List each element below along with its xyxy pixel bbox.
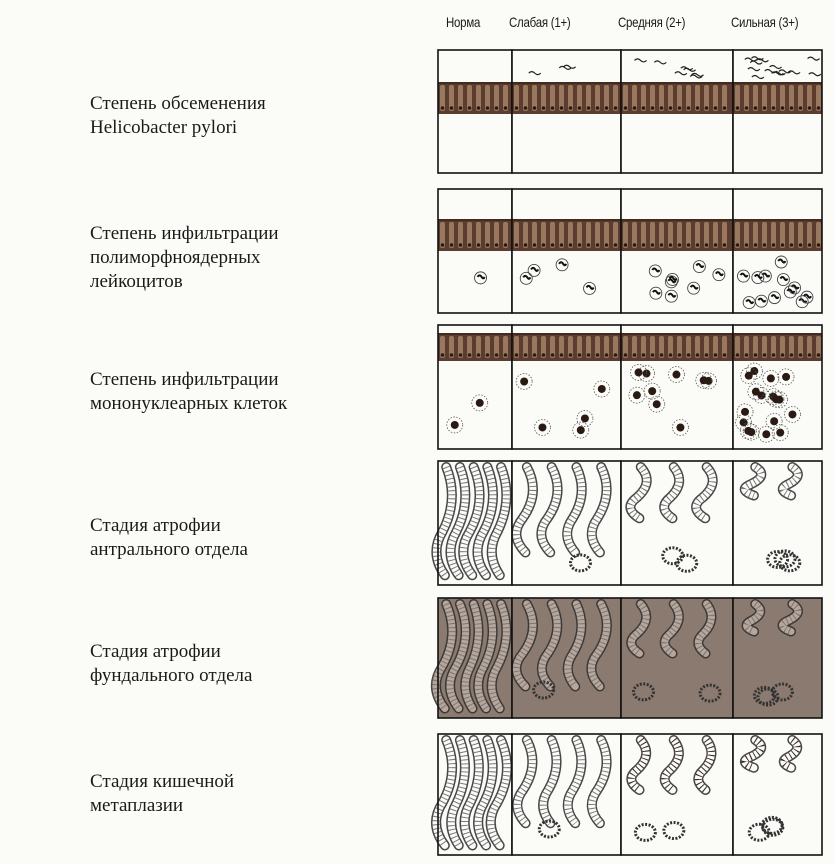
cell-nucleus: [705, 106, 709, 110]
row-label-line: антрального отдела: [90, 539, 248, 560]
cell-nucleus: [569, 353, 573, 357]
cell-nucleus: [624, 243, 628, 247]
cell-nucleus: [450, 106, 454, 110]
histology-row-im: [436, 734, 822, 855]
cell-nucleus: [486, 106, 490, 110]
panel-background: [733, 734, 822, 855]
cell-nucleus: [520, 378, 528, 386]
cell-nucleus: [678, 353, 682, 357]
panel-im-level-3: [733, 734, 822, 855]
cell-nucleus: [763, 106, 767, 110]
cell-nucleus: [660, 353, 664, 357]
panel-pmn-level-0: [438, 189, 512, 313]
cell-nucleus: [459, 243, 463, 247]
cell-nucleus: [441, 106, 445, 110]
cell-nucleus: [495, 353, 499, 357]
row-label-line: Степень инфильтрации: [90, 369, 279, 390]
cell-nucleus: [752, 388, 760, 396]
row-label-line: лейкоцитов: [90, 271, 183, 292]
cell-nucleus: [651, 106, 655, 110]
cell-nucleus: [533, 353, 537, 357]
cell-nucleus: [705, 353, 709, 357]
cell-nucleus: [486, 243, 490, 247]
panel-fundal-level-1: [512, 598, 621, 718]
cell-nucleus: [808, 243, 812, 247]
panel-mono-level-3: [733, 325, 822, 449]
row-label-line: Стадия атрофии: [90, 641, 221, 662]
cell-nucleus: [515, 106, 519, 110]
cell-nucleus: [687, 353, 691, 357]
cell-nucleus: [696, 243, 700, 247]
cell-nucleus: [624, 353, 628, 357]
cell-nucleus: [817, 243, 821, 247]
cell-nucleus: [642, 243, 646, 247]
cell-nucleus: [660, 106, 664, 110]
cell-nucleus: [538, 423, 546, 431]
cell-nucleus: [468, 353, 472, 357]
cell-nucleus: [687, 243, 691, 247]
histology-row-fundal: [436, 598, 822, 718]
cell-nucleus: [745, 372, 753, 380]
cell-nucleus: [772, 243, 776, 247]
cell-nucleus: [741, 408, 749, 416]
cell-nucleus: [678, 243, 682, 247]
row-label-line: полиморфноядерных: [90, 247, 261, 268]
cell-nucleus: [560, 243, 564, 247]
cell-nucleus: [696, 106, 700, 110]
cell-nucleus: [714, 353, 718, 357]
cell-nucleus: [669, 106, 673, 110]
panel-antral-level-1: [512, 461, 621, 585]
cell-nucleus: [451, 421, 459, 429]
cell-nucleus: [799, 353, 803, 357]
column-header-marked: Сильная (3+): [731, 14, 799, 30]
cell-nucleus: [669, 353, 673, 357]
cell-nucleus: [676, 423, 684, 431]
cell-nucleus: [551, 106, 555, 110]
cell-nucleus: [736, 353, 740, 357]
cell-nucleus: [515, 353, 519, 357]
cell-nucleus: [577, 426, 585, 434]
row-label-line: Степень инфильтрации: [90, 223, 279, 244]
cell-nucleus: [790, 353, 794, 357]
cell-nucleus: [495, 243, 499, 247]
panel-im-level-1: [512, 734, 621, 855]
cell-nucleus: [772, 353, 776, 357]
cell-nucleus: [459, 353, 463, 357]
cell-nucleus: [598, 385, 606, 393]
histology-row-mono: [438, 325, 822, 449]
histology-row-antral: [436, 461, 822, 585]
panel-fundal-level-0: [436, 598, 512, 718]
cell-nucleus: [486, 353, 490, 357]
cell-nucleus: [723, 353, 727, 357]
panel-hp-level-0: [438, 50, 512, 173]
cell-nucleus: [587, 243, 591, 247]
cell-nucleus: [767, 374, 775, 382]
cell-nucleus: [781, 243, 785, 247]
cell-nucleus: [745, 106, 749, 110]
panel-fundal-level-2: [621, 598, 733, 718]
cell-nucleus: [745, 243, 749, 247]
cell-nucleus: [790, 243, 794, 247]
panel-mono-level-0: [438, 325, 512, 449]
cell-nucleus: [524, 243, 528, 247]
panel-pmn-level-3: [733, 189, 822, 313]
cell-nucleus: [736, 106, 740, 110]
cell-nucleus: [542, 243, 546, 247]
cell-nucleus: [808, 106, 812, 110]
cell-nucleus: [504, 353, 508, 357]
cell-nucleus: [788, 410, 796, 418]
cell-nucleus: [817, 106, 821, 110]
cell-nucleus: [605, 243, 609, 247]
cell-nucleus: [772, 106, 776, 110]
cell-nucleus: [672, 371, 680, 379]
cell-nucleus: [477, 243, 481, 247]
cell-nucleus: [578, 353, 582, 357]
cell-nucleus: [633, 106, 637, 110]
cell-nucleus: [817, 353, 821, 357]
cell-nucleus: [653, 400, 661, 408]
cell-nucleus: [450, 353, 454, 357]
cell-nucleus: [747, 428, 755, 436]
cell-nucleus: [678, 106, 682, 110]
cell-nucleus: [504, 106, 508, 110]
cell-nucleus: [614, 353, 618, 357]
panel-hp-level-3: [733, 50, 822, 173]
cell-nucleus: [651, 243, 655, 247]
cell-nucleus: [740, 418, 748, 426]
cell-nucleus: [596, 106, 600, 110]
cell-nucleus: [605, 106, 609, 110]
cell-nucleus: [495, 106, 499, 110]
cell-nucleus: [533, 243, 537, 247]
cell-nucleus: [614, 243, 618, 247]
cell-nucleus: [754, 353, 758, 357]
cell-nucleus: [782, 373, 790, 381]
cell-nucleus: [468, 106, 472, 110]
row-label-line: Стадия кишечной: [90, 771, 235, 792]
row-label-line: Helicobacter pylori: [90, 117, 238, 138]
cell-nucleus: [569, 106, 573, 110]
cell-nucleus: [736, 243, 740, 247]
cell-nucleus: [596, 243, 600, 247]
cell-nucleus: [776, 429, 784, 437]
cell-nucleus: [596, 353, 600, 357]
cell-nucleus: [775, 396, 783, 404]
cell-nucleus: [614, 106, 618, 110]
cell-nucleus: [781, 353, 785, 357]
cell-nucleus: [633, 243, 637, 247]
cell-nucleus: [714, 243, 718, 247]
cell-nucleus: [587, 353, 591, 357]
cell-nucleus: [648, 387, 656, 395]
cell-nucleus: [642, 106, 646, 110]
cell-nucleus: [578, 243, 582, 247]
cell-nucleus: [542, 106, 546, 110]
cell-nucleus: [587, 106, 591, 110]
panel-hp-level-2: [621, 50, 733, 173]
cell-nucleus: [651, 353, 655, 357]
cell-nucleus: [581, 414, 589, 422]
row-label-line: Стадия атрофии: [90, 515, 221, 536]
cell-nucleus: [504, 243, 508, 247]
cell-nucleus: [524, 106, 528, 110]
cell-nucleus: [542, 353, 546, 357]
cell-nucleus: [763, 243, 767, 247]
cell-nucleus: [569, 243, 573, 247]
cell-nucleus: [705, 243, 709, 247]
cell-nucleus: [441, 353, 445, 357]
cell-nucleus: [781, 106, 785, 110]
panel-pmn-level-1: [512, 189, 621, 313]
cell-nucleus: [633, 391, 641, 399]
panel-im-level-2: [621, 734, 733, 855]
cell-nucleus: [762, 430, 770, 438]
panel-antral-level-2: [621, 461, 733, 585]
cell-nucleus: [450, 243, 454, 247]
panel-mono-level-2: [621, 325, 733, 449]
cell-nucleus: [723, 106, 727, 110]
column-header-normal: Норма: [446, 14, 481, 30]
cell-nucleus: [754, 106, 758, 110]
column-header-mild: Слабая (1+): [509, 14, 571, 30]
row-label-line: мононуклеарных клеток: [90, 393, 288, 414]
cell-nucleus: [714, 106, 718, 110]
cell-nucleus: [524, 353, 528, 357]
cell-nucleus: [700, 376, 708, 384]
cell-nucleus: [633, 353, 637, 357]
histology-row-pmn: [438, 189, 822, 313]
panel-fundal-level-3: [733, 598, 822, 718]
cell-nucleus: [605, 353, 609, 357]
cell-nucleus: [441, 243, 445, 247]
cell-nucleus: [799, 106, 803, 110]
row-label-line: фундального отдела: [90, 665, 253, 686]
cell-nucleus: [808, 353, 812, 357]
panel-antral-level-0: [436, 461, 512, 585]
cell-nucleus: [687, 106, 691, 110]
cell-nucleus: [790, 106, 794, 110]
panel-antral-level-3: [733, 461, 822, 585]
cell-nucleus: [745, 353, 749, 357]
panel-im-level-0: [436, 734, 512, 855]
cell-nucleus: [770, 417, 778, 425]
column-header-moderate: Средняя (2+): [618, 14, 686, 30]
cell-nucleus: [476, 399, 484, 407]
cell-nucleus: [533, 106, 537, 110]
panel-mono-level-1: [512, 325, 621, 449]
cell-nucleus: [799, 243, 803, 247]
cell-nucleus: [754, 243, 758, 247]
cell-nucleus: [515, 243, 519, 247]
histology-row-hp: [438, 50, 822, 173]
cell-nucleus: [459, 106, 463, 110]
cell-nucleus: [660, 243, 664, 247]
cell-nucleus: [551, 353, 555, 357]
cell-nucleus: [696, 353, 700, 357]
panel-pmn-level-2: [621, 189, 733, 313]
cell-nucleus: [477, 106, 481, 110]
cell-nucleus: [669, 243, 673, 247]
cell-nucleus: [723, 243, 727, 247]
cell-nucleus: [551, 243, 555, 247]
cell-nucleus: [468, 243, 472, 247]
panel-hp-level-1: [512, 50, 621, 173]
cell-nucleus: [642, 353, 646, 357]
cell-nucleus: [560, 106, 564, 110]
cell-nucleus: [477, 353, 481, 357]
cell-nucleus: [560, 353, 564, 357]
row-label-line: метаплазии: [90, 795, 184, 816]
cell-nucleus: [763, 353, 767, 357]
cell-nucleus: [624, 106, 628, 110]
row-label-line: Степень обсеменения: [90, 93, 266, 114]
cell-nucleus: [635, 368, 643, 376]
cell-nucleus: [578, 106, 582, 110]
